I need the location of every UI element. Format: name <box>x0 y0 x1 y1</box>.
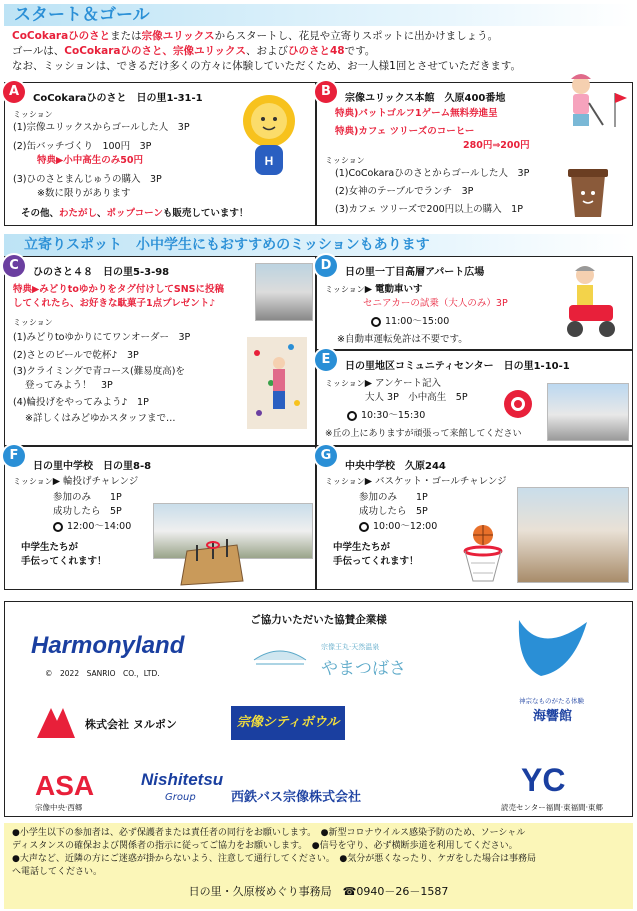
city-bowl-logo: 宗像シティボウル <box>231 706 345 740</box>
wheelchair-scooter-icon <box>549 261 629 347</box>
mission-label: ミッション <box>13 477 53 486</box>
community-center-photo <box>547 383 629 441</box>
spot-a-title: CoCokaraひのさと 日の里1-31-1 <box>33 93 203 104</box>
mission-label: ミッション <box>325 379 365 388</box>
kaikyokan-sub: 神宗なものがたる体験 <box>519 697 584 705</box>
intro-and: 、および <box>245 45 288 57</box>
intro-text <box>12 29 632 74</box>
kaikyokan-name: 海響館 <box>533 709 573 724</box>
spot-d-note: ※自動車運転免許は不要です。 <box>337 334 468 345</box>
chuo-junior-high-photo <box>517 487 629 583</box>
ring-toss-icon <box>177 531 247 587</box>
spot-c-note: ※詳しくはみどゆかスタッフまで… <box>25 413 176 424</box>
badge-c: C <box>3 255 25 277</box>
nurupon-logo-icon <box>35 706 77 740</box>
climbing-wall-icon <box>241 333 313 433</box>
footer-line-3: ●大声など、近隣の方にご迷惑が掛からないよう、注意して通行してください。 ●気分が悪くなったり、ケガをした場合は事務局 <box>12 854 537 864</box>
spot-d-label: 電動車いす <box>375 284 423 295</box>
spot-a-card <box>4 82 316 226</box>
nishitetsu-logo: Nishitetsu <box>141 770 224 789</box>
spot-e-card: E 日の里地区コミュニティセンター 日の里1-10-1 ミッション▶ アンケート記入 大人 3P 小中高生 5P 10:30～15:30 ※丘の上にありますが頑張って来館してください <box>316 350 633 446</box>
clock-icon <box>53 522 63 532</box>
spot-e-title: 日の里地区コミュニティセンター 日の里1-10-1 <box>345 361 570 372</box>
extra-end: も販売しています！ <box>162 208 249 219</box>
spot-b-card <box>316 82 633 226</box>
sponsors-panel <box>4 601 633 817</box>
harmonyland-name: Harmonyland <box>31 632 185 659</box>
basketball-hoop-icon <box>451 523 515 587</box>
asa-sub: 宗像中央·西郷 <box>35 803 83 812</box>
intro-note: なお、ミッションは、できるだけ多くの方々に体験していただくため、お一人様1回とさせていただきます。 <box>12 60 521 72</box>
spot-d-card: D 日の里一丁目高層アパート広場 ミッション▶ 電動車いす セニアカーの試乗（大人のみ）3P 11:00～15:00 ※自動車運転免許は不要です。 <box>316 256 633 350</box>
spot-c-card <box>4 256 316 446</box>
spot-a-m3: (3)ひのさとまんじゅうの購入 3P <box>13 174 162 185</box>
harmonyland-copyright: © 2022 SANRIO CO.，LTD. <box>45 669 160 678</box>
spot-a-m2-note: 特典▶小中高生のみ50円 <box>37 155 144 166</box>
nurupon-name: 株式会社 ヌルポン <box>85 718 177 731</box>
spot-f-note1: 中学生たちが <box>21 542 79 553</box>
intro-text-1: または <box>110 30 142 42</box>
footer-notes <box>4 823 633 909</box>
spot-g-note1: 中学生たちが <box>333 542 391 553</box>
spot-d-sub: セニアカーの試乗（大人のみ）3P <box>363 298 508 309</box>
spot-c-m3b: 登ってみよう！ 3P <box>25 380 113 391</box>
asa-logo: ASA <box>35 770 95 801</box>
flower-logo-icon <box>501 387 535 421</box>
coffee-cup-icon <box>563 165 613 221</box>
spot-f-note2: 手伝ってくれます！ <box>21 556 107 567</box>
spot-d-title: 日の里一丁目高層アパート広場 <box>345 267 485 278</box>
spot-g-note2: 手伝ってくれます！ <box>333 556 419 567</box>
spot-e-time: 10:30～15:30 <box>361 410 426 421</box>
spot-f-s2: 成功したら 5P <box>53 506 122 517</box>
mission-label: ミッション <box>325 156 365 165</box>
sponsors-title: ご協力いただいた協賛企業様 <box>250 614 387 626</box>
spot-b-m1: (1)CoCokaraひのさとからゴールした人 3P <box>335 168 530 179</box>
intro-desu: です。 <box>344 45 376 57</box>
spot-c-m1: (1)みどりtoゆかりにてワンオーダー 3P <box>13 332 191 343</box>
intro-hinosato48: ひのさと48 <box>287 45 345 57</box>
extra-cotton-candy: わたがし <box>59 208 98 219</box>
spot-a-extra <box>21 207 248 221</box>
yc-logo: YC <box>521 762 566 798</box>
footer-line-4: へ電話してください。 <box>12 867 103 877</box>
hinosato48-building-photo <box>255 263 313 321</box>
badge-g: G <box>315 445 337 467</box>
intro-goal-places: CoCokaraひのさと、宗像ユリックス <box>64 45 246 57</box>
spot-c-perk2: してくれたら、お好きな駄菓子1点プレゼント♪ <box>13 298 216 309</box>
spot-e-label: アンケート記入 <box>375 378 441 389</box>
badge-d: D <box>315 255 337 277</box>
intro-cocokara: CoCokaraひのさと <box>12 30 111 42</box>
section-title: 立寄りスポット 小中学生にもおすすめのミッションもあります <box>4 234 633 256</box>
extra-text: その他、 <box>21 208 60 219</box>
yamatsubasa-logo-icon <box>250 642 310 668</box>
spot-g-s1: 参加のみ 1P <box>359 492 428 503</box>
spot-b-perk2: 特典)カフェ ツリーズのコーヒー <box>335 126 475 137</box>
spot-c-perk1: 特典▶みどりtoゆかりをタグ付けしてSNSに投稿 <box>13 284 225 295</box>
spot-f-card: F 日の里中学校 日の里8-8 ミッション▶ 輪投げチャレンジ 参加のみ 1P 成功したら 5P 12:00～14:00 中学生たちが 手伝ってくれます！ <box>4 446 316 590</box>
spot-g-s2: 成功したら 5P <box>359 506 428 517</box>
spot-a-m1: (1)宗像ユリックスからゴールした人 3P <box>13 122 190 133</box>
nishitetsu-group: Group <box>165 792 196 803</box>
mission-label: ミッション <box>325 477 365 486</box>
spot-d-time: 11:00～15:00 <box>385 316 450 327</box>
spot-g-time: 10:00～12:00 <box>373 521 438 532</box>
clock-icon <box>347 411 357 421</box>
spot-f-s1: 参加のみ 1P <box>53 492 122 503</box>
spot-c-m2: (2)さとのビールで乾杯♪ 3P <box>13 350 139 361</box>
extra-popcorn: ポップコーン <box>106 208 163 219</box>
spot-a-m2: (2)缶バッチづくり 100円 3P <box>13 141 152 152</box>
intro-urix: 宗像ユリックス <box>141 30 215 42</box>
sun-mascot-icon <box>231 91 311 181</box>
spot-b-perk1: 特典)パットゴルフ1ゲーム無料券進呈 <box>335 108 498 119</box>
spot-a-m3-note: ※数に限りがあります <box>37 188 131 199</box>
page-title: スタート＆ゴール <box>4 4 633 26</box>
mission-label: ミッション <box>13 318 53 327</box>
spot-g-label: バスケット・ゴールチャレンジ <box>375 476 507 487</box>
spot-b-m3: (3)カフェ ツリーズで200円以上の購入 1P <box>335 204 523 215</box>
spot-c-title: ひのさと４８ 日の里5-3-98 <box>33 267 170 278</box>
clock-icon <box>371 317 381 327</box>
clock-icon <box>359 522 369 532</box>
svg-text:H: H <box>264 154 274 168</box>
badge-a: A <box>3 81 25 103</box>
badge-f: F <box>3 445 25 467</box>
spot-b-m2: (2)女神のテーブルでランチ 3P <box>335 186 474 197</box>
spot-g-title: 中央中学校 久原244 <box>345 461 446 472</box>
office-contact: 日の里・久原桜めぐり事務局 ☎0940－26－1587 <box>188 885 449 898</box>
footer-line-1: ●小学生以下の参加者は、必ず保護者または責任者の同行をお願いします。 ●新型コロナウイルス感染予防のため、ソーシャル <box>12 828 526 838</box>
intro-text-2: からスタートし、花見や立寄りスポットに出かけましょう。 <box>214 30 499 42</box>
yamatsubasa-name: やまつばさ <box>321 659 406 679</box>
spot-c-m4: (4)輪投げをやってみよう♪ 1P <box>13 397 149 408</box>
mission-label: ミッション <box>325 285 365 294</box>
spot-b-title: 宗像ユリックス本館 久原400番地 <box>345 93 506 104</box>
spot-f-title: 日の里中学校 日の里8-8 <box>33 461 152 472</box>
spot-e-note: ※丘の上にありますが頑張って来館してください <box>325 429 522 439</box>
kaikyokan-logo-icon <box>513 616 593 680</box>
spot-e-sub: 大人 3P 小中高生 5P <box>365 392 468 403</box>
spot-g-card: G 中央中学校 久原244 ミッション▶ バスケット・ゴールチャレンジ 参加のみ 1P 成功したら 5P 10:00～12:00 中学生たちが 手伝ってくれます！ <box>316 446 633 590</box>
yamatsubasa-sub: 宗像王丸·天然温泉 <box>321 643 380 651</box>
spot-b-perk2-price: 280円⇒200円 <box>463 140 530 151</box>
spot-c-m3: (3)クライミングで青コース(難易度高)を <box>13 366 185 377</box>
yc-sub: 読売センター福間·東福間·東郷 <box>501 803 603 812</box>
badge-e: E <box>315 349 337 371</box>
spot-f-label: 輪投げチャレンジ <box>63 476 139 487</box>
golfer-icon <box>551 63 631 133</box>
mission-label: ミッション <box>13 110 53 119</box>
harmonyland-logo <box>31 632 184 660</box>
badge-b: B <box>315 81 337 103</box>
nishitetsu-bus-name: 西鉄バス宗像株式会社 <box>231 790 362 805</box>
footer-line-2: ディスタンスの確保および関係者の指示に従ってご協力をお願いします。 ●信号を守り、必ず横断歩道を利用してください。 <box>12 841 518 851</box>
extra-comma: 、 <box>97 208 107 219</box>
spot-f-time: 12:00～14:00 <box>67 521 132 532</box>
intro-goal: ゴールは、 <box>12 45 65 57</box>
